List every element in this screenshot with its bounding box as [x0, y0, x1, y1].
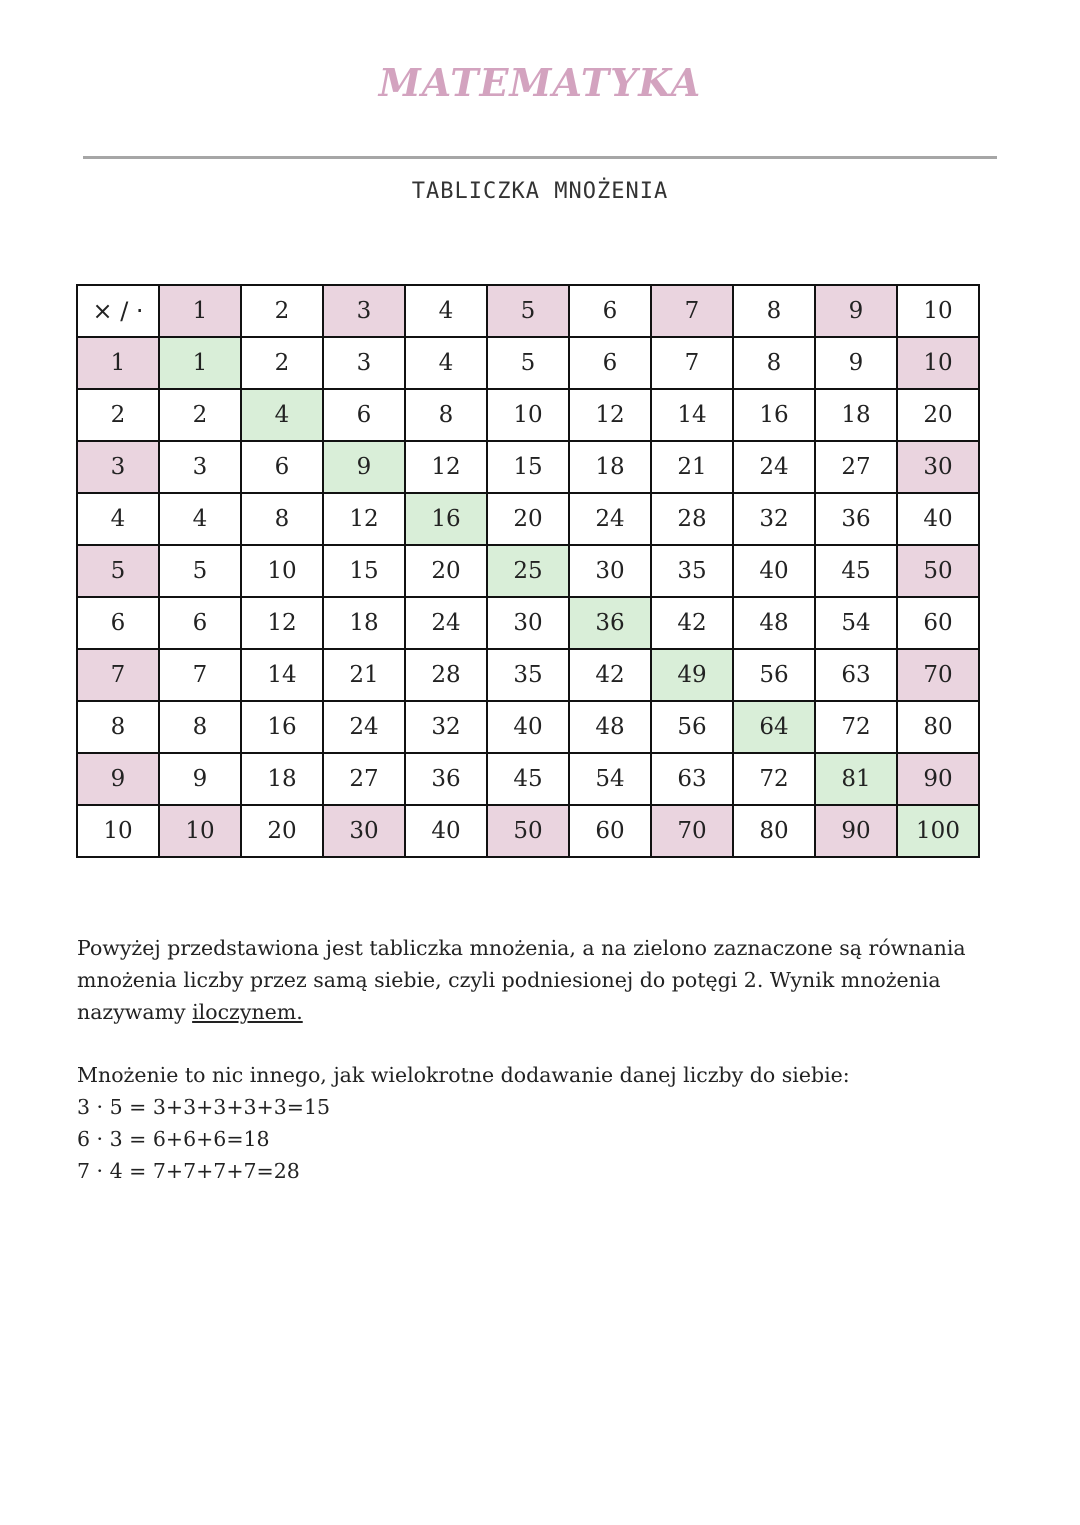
- table-cell: 40: [897, 493, 979, 545]
- table-cell: 15: [487, 441, 569, 493]
- table-cell: 48: [569, 701, 651, 753]
- table-cell: 4: [241, 389, 323, 441]
- example-line: 3 · 5 = 3+3+3+3+3=15: [77, 1095, 331, 1119]
- row-header-cell: 9: [77, 753, 159, 805]
- table-cell: 36: [815, 493, 897, 545]
- table-cell: 81: [815, 753, 897, 805]
- table-cell: 36: [405, 753, 487, 805]
- example-line: 6 · 3 = 6+6+6=18: [77, 1127, 270, 1151]
- table-row: [77, 441, 979, 493]
- table-cell: 9: [323, 441, 405, 493]
- multiplication-table-container: [76, 284, 980, 858]
- term-iloczyn: iloczynem.: [192, 1000, 303, 1024]
- row-header-cell: 1: [77, 337, 159, 389]
- table-cell: 35: [651, 545, 733, 597]
- table-cell: 24: [569, 493, 651, 545]
- table-cell: 40: [733, 545, 815, 597]
- table-cell: 72: [733, 753, 815, 805]
- table-cell: 6: [323, 389, 405, 441]
- table-cell: 72: [815, 701, 897, 753]
- table-cell: 42: [569, 649, 651, 701]
- table-cell: 10: [159, 805, 241, 857]
- column-header-cell: 2: [241, 285, 323, 337]
- table-cell: 54: [815, 597, 897, 649]
- table-cell: 54: [569, 753, 651, 805]
- row-header-cell: 6: [77, 597, 159, 649]
- row-header-cell: 2: [77, 389, 159, 441]
- table-cell: 30: [569, 545, 651, 597]
- table-cell: 10: [487, 389, 569, 441]
- table-cell: 90: [815, 805, 897, 857]
- table-cell: 35: [487, 649, 569, 701]
- table-cell: 56: [733, 649, 815, 701]
- table-cell: 100: [897, 805, 979, 857]
- table-cell: 64: [733, 701, 815, 753]
- table-cell: 15: [323, 545, 405, 597]
- table-cell: 6: [241, 441, 323, 493]
- table-cell: 2: [241, 337, 323, 389]
- table-cell: 2: [159, 389, 241, 441]
- column-header-cell: 3: [323, 285, 405, 337]
- table-cell: 24: [733, 441, 815, 493]
- table-cell: 12: [569, 389, 651, 441]
- table-row: [77, 805, 979, 857]
- table-cell: 30: [897, 441, 979, 493]
- multiplication-table: [76, 284, 980, 858]
- table-cell: 49: [651, 649, 733, 701]
- table-cell: 70: [897, 649, 979, 701]
- table-cell: 42: [651, 597, 733, 649]
- table-row: [77, 337, 979, 389]
- table-cell: 18: [569, 441, 651, 493]
- table-cell: 70: [651, 805, 733, 857]
- table-row: [77, 545, 979, 597]
- table-cell: 18: [241, 753, 323, 805]
- examples-intro: Mnożenie to nic innego, jak wielokrotne dodawanie danej liczby do siebie:: [77, 1063, 850, 1087]
- table-cell: 63: [815, 649, 897, 701]
- table-cell: 27: [815, 441, 897, 493]
- title-divider: [83, 156, 997, 159]
- table-cell: 32: [733, 493, 815, 545]
- table-cell: 21: [651, 441, 733, 493]
- table-corner-cell: × / ·: [77, 285, 159, 337]
- table-cell: 24: [323, 701, 405, 753]
- table-cell: 90: [897, 753, 979, 805]
- table-cell: 60: [897, 597, 979, 649]
- table-cell: 8: [241, 493, 323, 545]
- table-cell: 28: [405, 649, 487, 701]
- table-cell: 24: [405, 597, 487, 649]
- column-header-cell: 6: [569, 285, 651, 337]
- table-cell: 32: [405, 701, 487, 753]
- table-cell: 6: [159, 597, 241, 649]
- table-cell: 12: [405, 441, 487, 493]
- table-cell: 4: [405, 337, 487, 389]
- table-row: [77, 649, 979, 701]
- table-cell: 50: [487, 805, 569, 857]
- table-cell: 16: [241, 701, 323, 753]
- table-cell: 6: [569, 337, 651, 389]
- table-cell: 7: [651, 337, 733, 389]
- column-header-cell: 8: [733, 285, 815, 337]
- page-title: MATEMATYKA: [378, 60, 702, 105]
- description-paragraph: [77, 932, 977, 1028]
- table-cell: 80: [897, 701, 979, 753]
- table-row: [77, 597, 979, 649]
- table-cell: 12: [323, 493, 405, 545]
- table-cell: 45: [487, 753, 569, 805]
- table-cell: 20: [405, 545, 487, 597]
- examples-paragraph: [77, 1059, 977, 1187]
- table-cell: 36: [569, 597, 651, 649]
- section-title: TABLICZKA MNOŻENIA: [411, 179, 669, 204]
- table-cell: 16: [405, 493, 487, 545]
- table-cell: 10: [897, 337, 979, 389]
- table-cell: 20: [487, 493, 569, 545]
- column-header-cell: 1: [159, 285, 241, 337]
- row-header-cell: 4: [77, 493, 159, 545]
- table-cell: 14: [651, 389, 733, 441]
- table-cell: 80: [733, 805, 815, 857]
- table-cell: 25: [487, 545, 569, 597]
- table-row: [77, 701, 979, 753]
- table-cell: 63: [651, 753, 733, 805]
- table-cell: 3: [159, 441, 241, 493]
- table-cell: 3: [323, 337, 405, 389]
- row-header-cell: 3: [77, 441, 159, 493]
- table-row: [77, 753, 979, 805]
- row-header-cell: 10: [77, 805, 159, 857]
- table-cell: 48: [733, 597, 815, 649]
- row-header-cell: 5: [77, 545, 159, 597]
- table-row: [77, 493, 979, 545]
- table-cell: 9: [159, 753, 241, 805]
- table-cell: 9: [815, 337, 897, 389]
- table-cell: 16: [733, 389, 815, 441]
- table-cell: 7: [159, 649, 241, 701]
- table-cell: 5: [159, 545, 241, 597]
- table-cell: 20: [897, 389, 979, 441]
- table-cell: 21: [323, 649, 405, 701]
- column-header-cell: 5: [487, 285, 569, 337]
- column-header-cell: 9: [815, 285, 897, 337]
- table-cell: 1: [159, 337, 241, 389]
- table-header-row: [77, 285, 979, 337]
- row-header-cell: 8: [77, 701, 159, 753]
- table-cell: 50: [897, 545, 979, 597]
- table-cell: 4: [159, 493, 241, 545]
- table-cell: 10: [241, 545, 323, 597]
- table-cell: 12: [241, 597, 323, 649]
- table-cell: 30: [487, 597, 569, 649]
- table-cell: 40: [487, 701, 569, 753]
- column-header-cell: 10: [897, 285, 979, 337]
- table-cell: 40: [405, 805, 487, 857]
- table-cell: 20: [241, 805, 323, 857]
- table-cell: 18: [815, 389, 897, 441]
- table-cell: 8: [159, 701, 241, 753]
- table-cell: 8: [405, 389, 487, 441]
- row-header-cell: 7: [77, 649, 159, 701]
- table-cell: 5: [487, 337, 569, 389]
- table-cell: 45: [815, 545, 897, 597]
- column-header-cell: 4: [405, 285, 487, 337]
- table-cell: 56: [651, 701, 733, 753]
- table-cell: 30: [323, 805, 405, 857]
- table-cell: 28: [651, 493, 733, 545]
- table-cell: 18: [323, 597, 405, 649]
- table-cell: 8: [733, 337, 815, 389]
- table-row: [77, 389, 979, 441]
- column-header-cell: 7: [651, 285, 733, 337]
- table-cell: 60: [569, 805, 651, 857]
- example-line: 7 · 4 = 7+7+7+7=28: [77, 1159, 300, 1183]
- table-cell: 27: [323, 753, 405, 805]
- table-cell: 14: [241, 649, 323, 701]
- description-text: Powyżej przedstawiona jest tabliczka mnożenia, a na zielono zaznaczone są równania mnożenia liczby przez samą siebie, czyli podniesionej do potęgi 2. Wynik mnożenia nazywamy: [77, 936, 966, 1024]
